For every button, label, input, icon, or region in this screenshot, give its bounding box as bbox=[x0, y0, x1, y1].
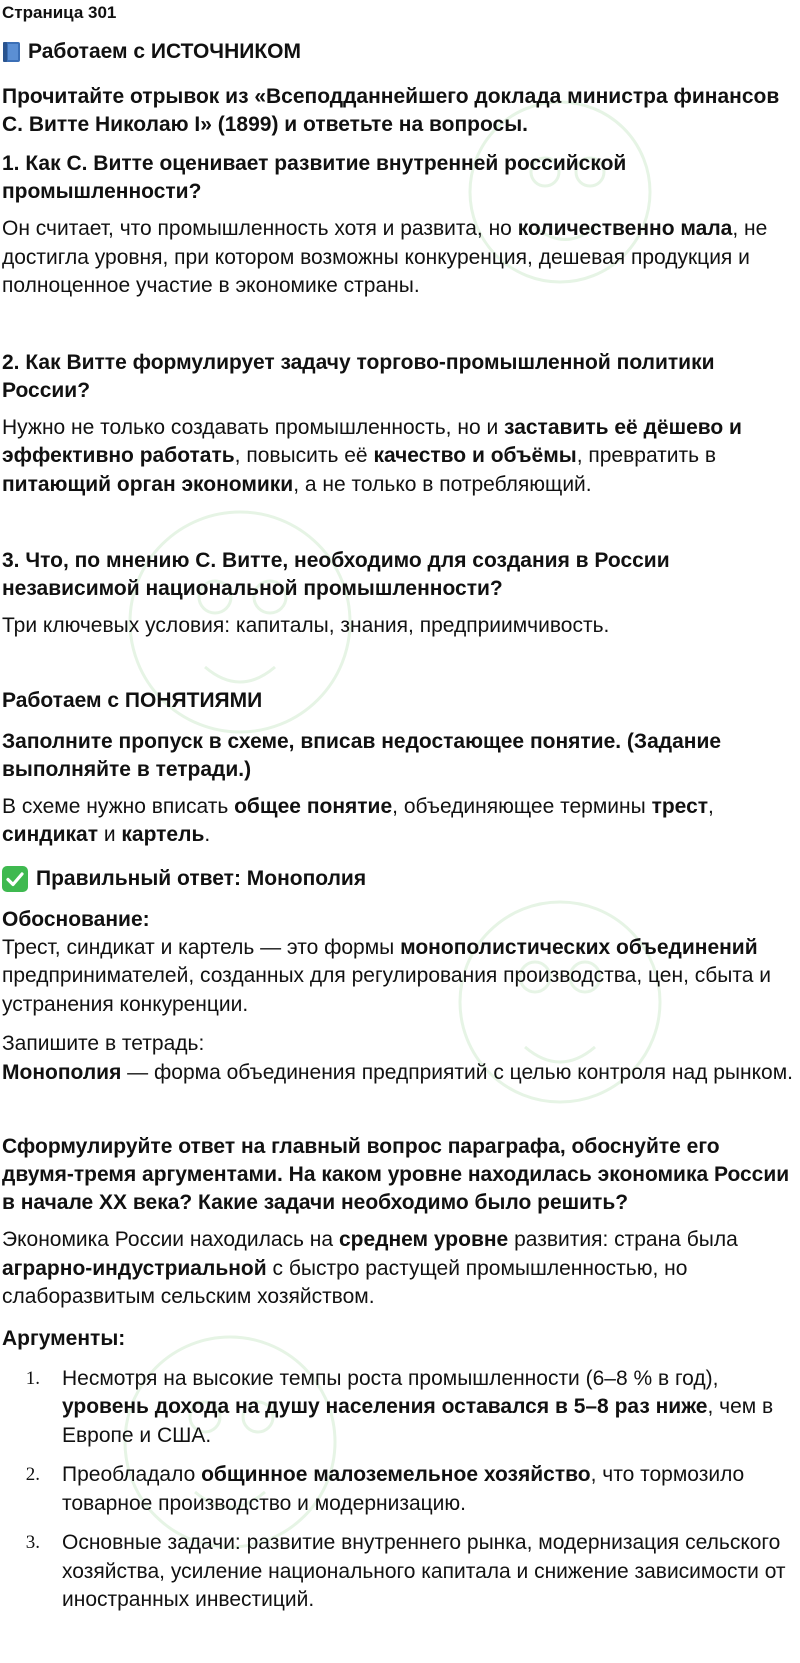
correct-answer-line bbox=[2, 865, 796, 893]
arguments-label: Аргументы: bbox=[2, 1326, 126, 1350]
list-item-number: 3. bbox=[25, 1532, 40, 1553]
list-item-text: Преобладало общинное малоземельное хозяйство, что тормозило товарное производство и модернизацию. bbox=[62, 1463, 745, 1515]
source-section-heading bbox=[2, 38, 796, 66]
question-2: 2. Как Витте формулирует задачу торгово-промышленной политики России? bbox=[2, 350, 715, 402]
definition-text: Монополия — форма объединения предприятий с целью контроля над рынком. bbox=[2, 1060, 793, 1084]
arguments-list bbox=[2, 1365, 796, 1615]
question-3: 3. Что, по мнению С. Витте, необходимо для создания в России независимой национальной промышленности? bbox=[2, 549, 670, 600]
green-check-icon bbox=[2, 866, 28, 892]
source-section-title: Работаем с ИСТОЧНИКОМ bbox=[28, 40, 301, 63]
answer-2: Нужно не только создавать промышленность, но и заставить её дёшево и эффективно работать, повысить её качество и объёмы, превратить в питающий орган экономики, а не только в потребляющий. bbox=[2, 415, 742, 496]
reasoning-label: Обоснование: bbox=[2, 907, 150, 931]
reasoning-text: Трест, синдикат и картель — это формы монополистических объединений предпринимателей, созданных для регулирования производства, цен, сбыта и устранения конкуренции. bbox=[2, 935, 771, 1016]
main-question-task: Сформулируйте ответ на главный вопрос параграфа, обоснуйте его двумя-тремя аргументами. На каком уровне находилась экономика России в начале XX века? Какие задачи необходимо было решить? bbox=[2, 1135, 790, 1214]
list-item-text: Несмотря на высокие темпы роста промышленности (6–8 % в год), уровень дохода на душу населения оставался в 5–8 раз ниже, чем в Европе и США. bbox=[62, 1366, 774, 1447]
list-item-text: Основные задачи: развитие внутреннего рынка, модернизация сельского хозяйства, усиление национального капитала и снижение зависимости от иностранных инвестиций. bbox=[62, 1531, 786, 1611]
blue-book-icon bbox=[2, 41, 22, 63]
concepts-intro: В схеме нужно вписать общее понятие, объединяющее термины трест, синдикат и картель. bbox=[2, 794, 714, 846]
source-task: Прочитайте отрывок из «Всеподданнейшего доклада министра финансов С. Витте Николаю I» (1899) и ответьте на вопросы. bbox=[2, 85, 780, 136]
answer-3: Три ключевых условия: капиталы, знания, предприимчивость. bbox=[2, 614, 610, 637]
correct-answer-text: Правильный ответ: Монополия bbox=[36, 866, 367, 890]
concepts-section-title: Работаем с ПОНЯТИЯМИ bbox=[2, 688, 263, 712]
list-item bbox=[2, 1365, 796, 1451]
notebook-label: Запишите в тетрадь: bbox=[2, 1032, 205, 1055]
page-number: Страница 301 bbox=[2, 3, 117, 22]
list-item-number: 2. bbox=[25, 1464, 40, 1485]
concepts-task: Заполните пропуск в схеме, вписав недостающее понятие. (Задание выполняйте в тетради.) bbox=[2, 729, 722, 781]
list-item bbox=[2, 1461, 796, 1518]
list-item bbox=[2, 1529, 796, 1615]
list-item-number: 1. bbox=[25, 1367, 40, 1389]
main-question-answer: Экономика России находилась на среднем уровне развития: страна была аграрно-индустриальной с быстро растущей промышленностью, но слаборазвитым сельским хозяйством. bbox=[2, 1228, 738, 1308]
page-content bbox=[0, 2, 800, 1615]
question-1: 1. Как С. Витте оценивает развитие внутренней российской промышленности? bbox=[2, 152, 627, 203]
answer-1: Он считает, что промышленность хотя и развита, но количественно мала, не достигла уровня, при котором возможны конкуренция, дешевая продукция и полноценное участие в экономике страны. bbox=[2, 217, 768, 297]
